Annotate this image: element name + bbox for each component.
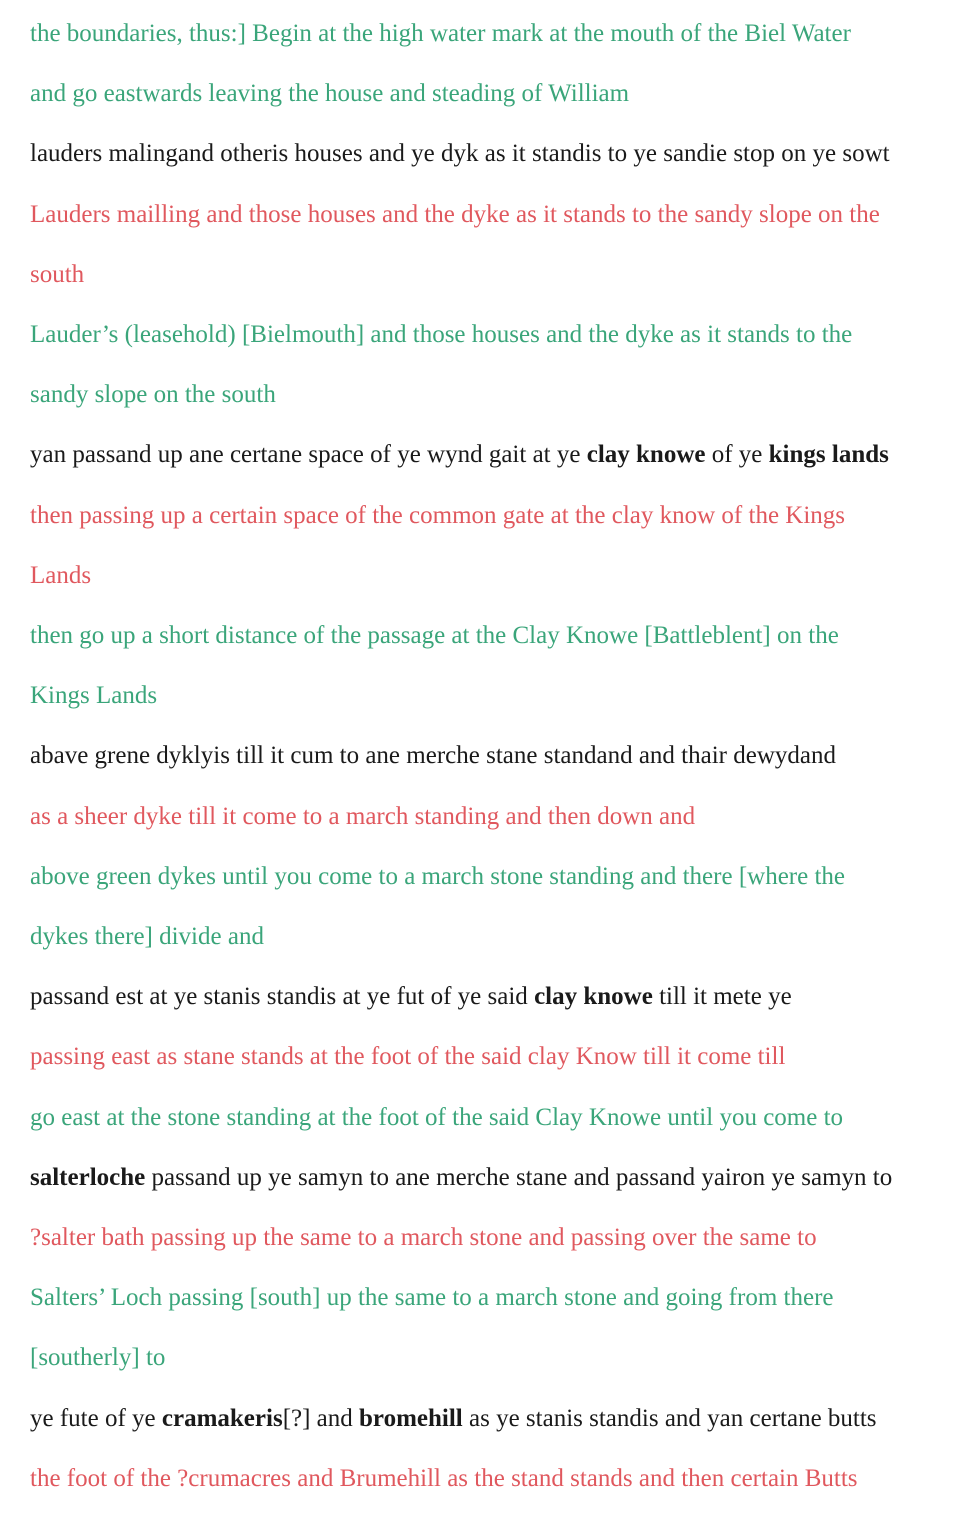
- modern-translation-line: [30, 79, 950, 109]
- place-name: bromehill: [359, 1405, 463, 1432]
- line-text: passand est at ye stanis standis at ye fut of ye said: [30, 983, 535, 1010]
- line-text: ye fute of ye: [30, 1405, 162, 1432]
- modern-translation-line: [30, 320, 950, 350]
- line-text: of ye: [705, 441, 769, 468]
- translation-line: [30, 802, 950, 832]
- scots-line: [30, 741, 950, 771]
- line-text: south: [30, 261, 85, 288]
- scots-line: [30, 1404, 950, 1434]
- line-text: the foot of the ?crumacres and Brumehill as the stand stands and then certain Butts: [30, 1465, 858, 1492]
- place-name: cramakeris: [161, 1405, 283, 1432]
- modern-translation-line: [30, 380, 950, 410]
- line-text: and go eastwards leaving the house and steading of William: [30, 80, 630, 107]
- line-text: as a sheer dyke till it come to a march standing and then down and: [30, 803, 696, 830]
- place-name: salterloche: [30, 1164, 146, 1191]
- scots-line: [30, 139, 950, 169]
- modern-translation-line: [30, 621, 950, 651]
- line-text: passand up ye samyn to ane merche stane and passand yairon ye samyn to: [145, 1164, 893, 1191]
- line-text: Lauders mailling and those houses and the dyke as it stands to the sandy slope on the: [30, 201, 880, 228]
- line-text: Kings Lands: [30, 682, 158, 709]
- modern-translation-line: [30, 1343, 950, 1373]
- modern-translation-line: [30, 1283, 950, 1313]
- line-text: sandy slope on the south: [30, 381, 276, 408]
- line-text: Salters’ Loch passing [south] up the same to a march stone and going from there: [30, 1284, 834, 1311]
- line-text: [?] and: [282, 1405, 360, 1432]
- translation-line: [30, 260, 950, 290]
- translation-line: [30, 200, 950, 230]
- translation-line: [30, 1042, 950, 1072]
- line-text: as ye stanis standis and yan certane butts: [462, 1405, 877, 1432]
- scots-line: [30, 982, 950, 1012]
- scots-line: [30, 1163, 950, 1193]
- modern-translation-line: [30, 862, 950, 892]
- line-text: passing east as stane stands at the foot of the said clay Know till it come till: [30, 1043, 786, 1070]
- place-name: clay knowe: [586, 441, 706, 468]
- translation-line: [30, 1223, 950, 1253]
- line-text: then go up a short distance of the passage at the Clay Knowe [Battleblent] on the: [30, 622, 839, 649]
- line-text: the boundaries, thus:] Begin at the high water mark at the mouth of the Biel Water: [30, 20, 851, 47]
- line-text: lauders malingand otheris houses and ye dyk as it standis to ye sandie stop on ye sowt: [30, 140, 890, 167]
- line-text: ?salter bath passing up the same to a march stone and passing over the same to: [30, 1224, 817, 1251]
- modern-translation-line: [30, 922, 950, 952]
- line-text: Lauder’s (leasehold) [Bielmouth] and those houses and the dyke as it stands to the: [30, 321, 853, 348]
- line-text: [southerly] to: [30, 1344, 166, 1371]
- line-text: abave grene dyklyis till it cum to ane merche stane standand and thair dewydand: [30, 742, 836, 769]
- line-text: till it mete ye: [652, 983, 792, 1010]
- modern-translation-line: [30, 1103, 950, 1133]
- translation-line: [30, 1464, 950, 1494]
- modern-translation-line: [30, 681, 950, 711]
- line-text: above green dykes until you come to a march stone standing and there [where the: [30, 863, 846, 890]
- line-text: Lands: [30, 562, 92, 589]
- line-text: then passing up a certain space of the common gate at the clay know of the Kings: [30, 502, 846, 529]
- place-name: clay knowe: [534, 983, 653, 1010]
- modern-translation-line: [30, 19, 950, 49]
- translation-line: [30, 501, 950, 531]
- line-text: go east at the stone standing at the foot of the said Clay Knowe until you come to: [30, 1104, 844, 1131]
- line-text: yan passand up ane certane space of ye wynd gait at ye: [30, 441, 587, 468]
- line-text: dykes there] divide and: [30, 923, 264, 950]
- translation-line: [30, 561, 950, 591]
- scots-line: [30, 440, 950, 470]
- place-name: kings lands: [768, 441, 889, 468]
